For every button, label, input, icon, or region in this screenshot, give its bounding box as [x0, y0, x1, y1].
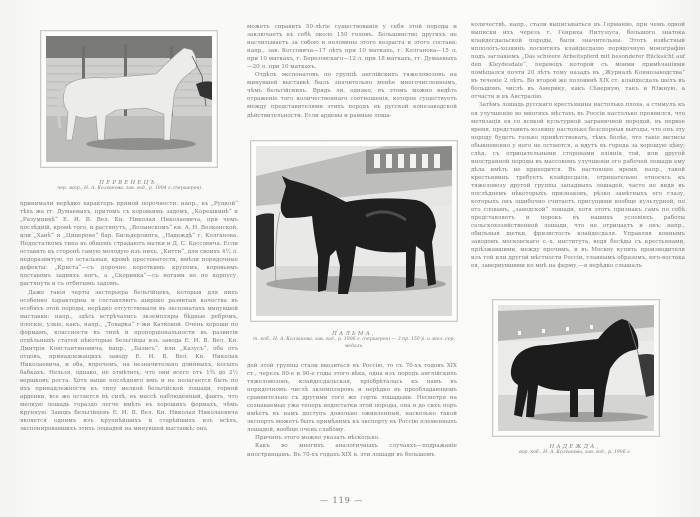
paragraph: Затѣмъ лошадь русскаго крестьянина настолько плоха, а стимулъ къ ея улучшенію во многихъ мѣстахъ въ Россіи настолько проявился, что метизація ея со всякой культурной заграничной породой, въ первое время, представить хозяину настолько безспорныя выгоды, что онъ эту породу будетъ только привѣтствовать, тѣмъ болѣе, что такіе метисы обыкновенно у него не остаются, а идутъ въ города за хорошую цѣну; слѣд. съ отрицательными сторонами вліянія той, или другой иностранной породы въ массовомъ улучшеніи его рабочей лошади ему дѣла имѣть не приходится. Въ настоящее время, напр., такой крестьянинъ требуетъ клайдесдаля, отрицательно относясь къ тяжеловозу другой группы западныхъ лошадей, часто не видя въ послѣднемъ нѣкоторыхъ признаковъ, рѣзко замѣтныхъ его глазу, которыхъ онъ ошибочно считаетъ присущими вообще культурной, по его словамъ, „заводской“ лошади, хотя этотъ признакъ самъ по себѣ представляетъ и порокъ въ нашихъ условіяхъ работы сельскохозяйственной лошади, что не отрицаетъ и онъ; напр., обильныя щетки, фризистость клайдесдаля. Управляя коннымъ заводомъ московскаго с.-х. института, ведя бесѣды съ крестьянами, пріѣзжавшими, между прочимъ, и въ Москву купить производителя изъ той или другой мѣстности Россіи, главнымъ образомъ, юго-востока ея, завернувшими ко мнѣ на ферму,—я нерѣдко слышалъ — [471, 102, 685, 270]
paragraph: Отдѣлъ экспонатовъ по группѣ англійскихъ тяжеловозовъ на минувшей выставкѣ былъ значительно менѣе многочисленнымъ, чѣмъ бельгійскихъ. Врядъ ли, однако, въ этомъ можно видѣть отраженіе того количественнаго соотношенія, которое существуетъ между представителями этихъ породъ въ русской конезаводской дѣйствительности. Если ардены и рамные лоша- — [247, 72, 457, 119]
caption-nadezhda — [480, 444, 670, 457]
paragraph: принимали нерѣдко характеръ прямой порочности: напр., въ „Руцкой“ тѣхъ же гг. Думаевыхъ, притомъ съ коровьимъ задомъ, „Корешкинѣ“ и „Разумникѣ“ Е. И. В. Вел. Кн. Николая Николаевича, при чемъ послѣдній, кромѣ того, и растянутъ, „Волынскомъ“ кн. А. Н. Волконской, или „Ханѣ“ и „Цицероне“ бар. Бильдерлинга, „Надеждѣ“ г. Колганова. Недостаткомъ типа въ общемъ страдаютъ матки и Д. С. Коссовича. Если оставить въ сторонѣ самую молодую изъ нихъ, „Китти“, для своихъ 4½ л. недоразвитую, то остальныя, кромѣ простоватости, имѣли порядочные дефекты: „Криста“—съ порочно короткимъ крупомъ, коровьимъ поставомъ заднихъ ногъ, а „Скоринка“—съ ногами не по корпусу, растянута и съ отбитымъ задомъ. — [20, 201, 238, 288]
caption-title: ПАЛЬМА, — [332, 331, 376, 337]
photo-palma — [250, 140, 458, 322]
photo-pervenets — [40, 30, 218, 168]
horse-image-black — [256, 146, 452, 316]
paragraph: дей этой группы стали ввозиться въ Россію, то съ 70-хъ годовъ XIX ст., черезъ 80-е и 90-е годы этого вѣка, одна изъ породъ англійскихъ тяжеловозовъ, клайдесдальская, пріобрѣталась къ намъ въ порядочномъ числѣ экземпляровъ и нерѣдко въ преобладающемъ сравнительно съ другими того же сорта лошадьми. Несмотря на сознаваемые уже теперь недостатки этой породы, она и до сихъ поръ имѣетъ въ намъ доступъ довольно оживленный, насколько такой экспортъ можетъ быть примѣнимъ къ экспорту въ Россію племенныхъ лошадей, вообще очень слабому. — [247, 363, 457, 434]
text-column-middle-top — [247, 23, 457, 120]
horse-image-grey — [46, 36, 212, 162]
horse-image-black — [498, 305, 654, 431]
caption-title: ПЕРВЕНЕЦЪ, — [99, 180, 161, 186]
caption-title: НАДЕЖДА, — [549, 444, 601, 450]
paragraph: Какъ во многихъ аналогичныхъ случаяхъ—подражаніе иностранцамъ. Въ 70-хъ годахъ XIX в. эти лошади въ большомъ — [247, 443, 457, 458]
caption-pervenets — [30, 180, 230, 193]
text-column-right — [471, 21, 685, 270]
caption-palma — [245, 331, 463, 350]
photo-nadezhda — [492, 299, 660, 437]
page-number: — 119 — — [320, 496, 364, 505]
caption-subtitle: пер. жер., Н. А. Колганова, зав. год., р. 1904 г. (першерон). — [57, 186, 203, 191]
caption-subtitle: вор. коб., Н. А. Колганова, зав. год., р. 1906 г. — [519, 450, 631, 455]
text-column-left — [20, 200, 238, 433]
paragraph: можетъ справить 50-лѣтіе существованія у себя этой породы и заключаетъ въ себѣ около 150 головъ. Большинство другихъ не насчитываетъ за собою и половины этого возраста и этого состава: напр., зав. Коссовича—17 лѣтъ при 10 маткахъ, г. Колганова—15 л. при 10 маткахъ, г. Березовскаго—12 л. при 18 маткахъ, гг. Думаевыхъ—20 л. при 10 маткахъ. — [247, 24, 457, 71]
paragraph: Даже такія черты экстерьера бельгійцевъ, которыя для нихъ особенно характерны и составляютъ широко развитыя качества въ особяхъ этой породы, нерѣдко отсутствовали въ экспонатахъ минувшей выставки: напр., здѣсь встрѣчались экземпляры бѣдные ребромъ, плоскіе, узкіе, какъ, напр., „Товарка“ г-жи Катковой. Очень хороши по формамъ, классности въ типѣ и пропорціональности въ развитіи отдѣльныхъ статей нѣкоторые бельгійцы изъ завода Е. И. В. Вел. Кн. Дмитрія Константиновича, напр., „Базисъ“, или „Казусъ“, оба отъ отцовъ, принадлежащихъ заводу Е. И. В. Вел. Кн. Николая Николаевича, и оба, впрочемъ, на незначительно длинныхъ, косыхъ бабкахъ. Нельзя, однако, не отмѣтить, что они всего отъ 1¾ до 2½ вершковъ роста. Хотя выше послѣдняго имъ и не полагается быть по ихъ принадлежности къ типу мелкой бельгійской лошади, горной арденки, все же остается въ силѣ, въ массѣ наблюденный, фактъ, что мелкую лошадь гораздо легче имѣть въ хорошихъ формахъ, чѣмъ крупную. Заводъ бельгійцевъ Е. И. В. Вел. Кн. Николая Николаевича является однимъ изъ крупнѣйшихъ и старѣйшихъ изъ всѣхъ, экспонировавшихъ этихъ лошадей на минувшей выставкѣ; онъ — [20, 289, 238, 433]
paragraph: количествѣ, напр., стали выписываться въ Германію, при чемъ одной выписки ихъ черезъ г. Генриха Нитузіуса, большого знатока клайдесдальской породы, были значительны. Этотъ извѣстный ипполóгъ-хозяинъ посвятилъ клайдесдалю порядочную монографію подъ заглавіемъ „Das schwere Arbeitspferd mit besonderer Rücksicht auf den Kleydesdale“, переводъ которой съ моими примѣчаніями помѣщался почти 20 лѣтъ тому назадъ въ „Журналѣ Коннозаводства“ въ теченіе 2 лѣтъ. Во второй же половинѣ XIX ст. клайдесдаль шелъ въ большомъ числѣ въ Америку, какъ Сѣверную, такъ и Южную, а отчасти и въ Австралію. — [471, 22, 685, 101]
text-column-middle-bottom — [247, 362, 457, 459]
caption-subtitle: т. коб., Н. А. Колганова, зав. год., р. 1906 г. (першерон) — 3 пр. 150 р. и жел. сер. медаль. — [253, 337, 455, 349]
paragraph: Причинъ этого можно указать нѣсколько. — [255, 435, 380, 442]
